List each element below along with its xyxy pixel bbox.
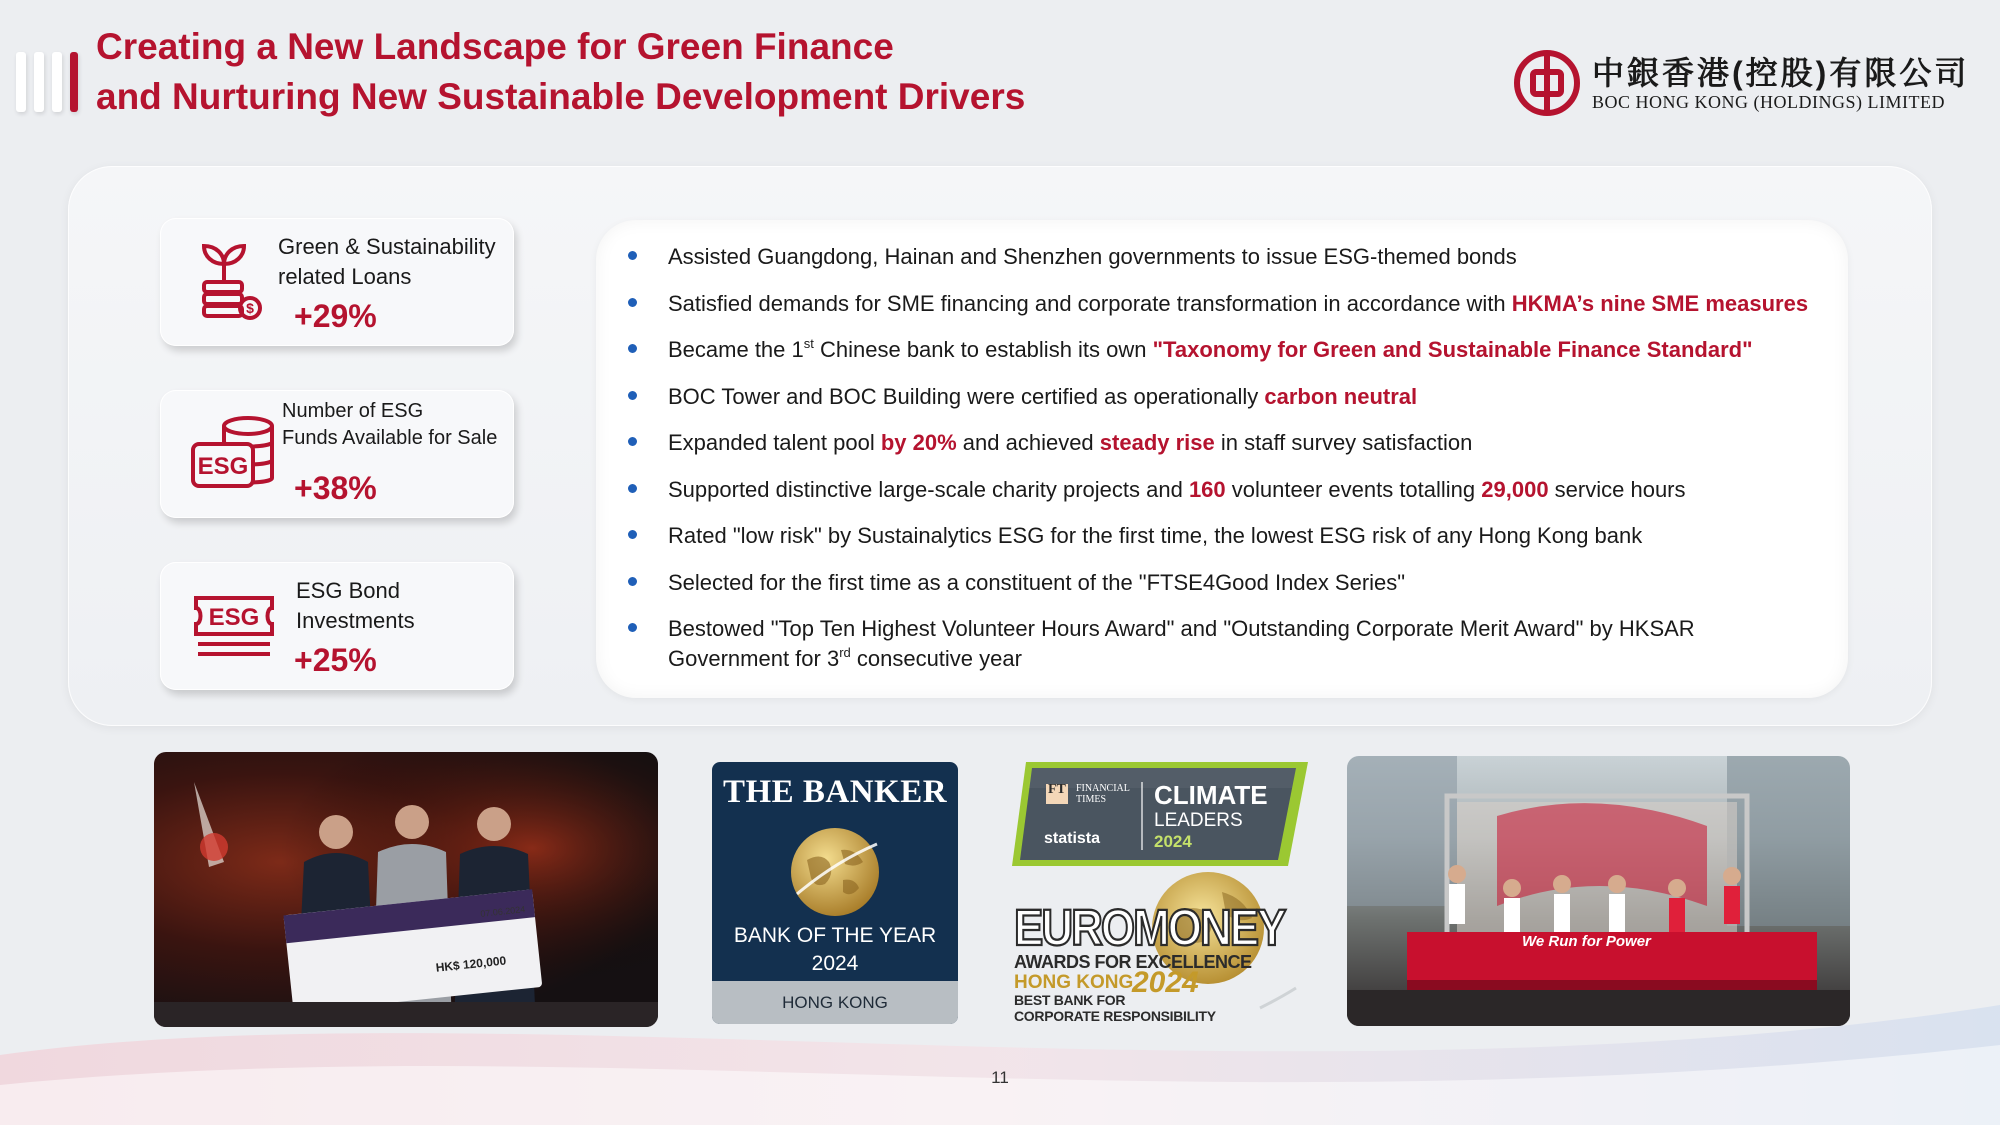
ft-mark: FT — [1048, 782, 1066, 797]
stat-label: Green & Sustainability related Loans — [278, 234, 496, 289]
golden-globe-icon — [785, 822, 885, 922]
list-item: Satisfied demands for SME financing and corporate transformation in accordance with HKMA’s nine SME measures — [626, 289, 1836, 319]
cheque-date: 07.06.2024 — [479, 904, 526, 919]
svg-text:$: $ — [246, 300, 254, 316]
bullet-dot-icon — [628, 437, 637, 446]
ft-financial-times: FINANCIAL TIMES — [1076, 783, 1130, 805]
ceremony-illustration — [154, 752, 658, 1027]
list-item: Supported distinctive large-scale charity projects and 160 volunteer events totalling 29,000 service hours — [626, 475, 1836, 505]
stat-card-esg-funds — [160, 390, 514, 518]
boc-logo-icon — [1514, 50, 1580, 116]
ft-year: 2024 — [1154, 832, 1192, 851]
euromoney-award-line-1: BEST BANK FOR — [1014, 992, 1126, 1008]
bullet-dot-icon — [628, 251, 637, 260]
the-banker-award-logo — [712, 762, 958, 1024]
page-number: 11 — [991, 1068, 1009, 1087]
euromoney-award-logo — [1012, 868, 1312, 1028]
esg-bond-icon — [190, 594, 278, 660]
list-item: Expanded talent pool by 20% and achieved steady rise in staff survey satisfaction — [626, 428, 1836, 458]
list-item: BOC Tower and BOC Building were certified as operationally carbon neutral — [626, 382, 1836, 412]
page-title — [96, 22, 1025, 122]
svg-text:ESG: ESG — [197, 453, 249, 480]
award-ceremony-photo — [154, 752, 658, 1027]
stat-value: +25% — [294, 642, 377, 678]
achievements-list — [626, 242, 1836, 691]
stat-value: +29% — [294, 298, 377, 334]
bullet-dot-icon — [628, 577, 637, 586]
esg-coins-icon — [190, 414, 278, 498]
banker-region: HONG KONG — [712, 981, 958, 1024]
bullet-dot-icon — [628, 530, 637, 539]
achievements-panel — [596, 220, 1848, 698]
title-accent-bars — [16, 52, 78, 112]
ft-climate: CLIMATE — [1154, 780, 1268, 810]
euromoney-year: 2024 — [1132, 966, 1199, 999]
list-item: Rated "low risk" by Sustainalytics ESG for the first time, the lowest ESG risk of any Hong Kong bank — [626, 521, 1836, 551]
list-item: Bestowed "Top Ten Highest Volunteer Hours Award" and "Outstanding Corporate Merit Award" by HKSAR Government for 3rd consecutive year — [626, 614, 1836, 674]
ft-statista: statista — [1044, 830, 1101, 847]
title-line-1: Creating a New Landscape for Green Finance — [96, 26, 894, 67]
stat-card-green-loans — [160, 218, 514, 346]
list-item: Assisted Guangdong, Hainan and Shenzhen governments to issue ESG-themed bonds — [626, 242, 1836, 272]
euromoney-wordmark: EUROMONEY — [1014, 900, 1285, 957]
ft-climate-leaders-logo — [1012, 762, 1308, 866]
bullet-dot-icon — [628, 344, 637, 353]
bullet-dot-icon — [628, 298, 637, 307]
stat-label: ESG Bond Investments — [296, 578, 415, 633]
cheque-amount: HK$ 120,000 — [435, 953, 507, 975]
bullet-dot-icon — [628, 623, 637, 632]
euromoney-region: HONG KONG — [1014, 972, 1134, 993]
euromoney-award-line-2: CORPORATE RESPONSIBILITY — [1014, 1008, 1216, 1024]
logo-chinese-name: 中銀香港(控股)有限公司 — [1592, 54, 1970, 91]
bullet-dot-icon — [628, 391, 637, 400]
stat-label: Number of ESG Funds Available for Sale — [282, 400, 498, 449]
list-item: Became the 1st Chinese bank to establish its own "Taxonomy for Green and Sustainable Finance Standard" — [626, 335, 1836, 365]
list-item: Selected for the first time as a constituent of the "FTSE4Good Index Series" — [626, 568, 1836, 598]
logo-english-name: BOC HONG KONG (HOLDINGS) LIMITED — [1592, 91, 1945, 112]
stat-card-esg-bond — [160, 562, 514, 690]
bullet-dot-icon — [628, 484, 637, 493]
euromoney-awards-line: AWARDS FOR EXCELLENCE — [1014, 952, 1252, 972]
svg-text:ESG: ESG — [208, 604, 260, 631]
charity-run-photo — [1347, 756, 1850, 1026]
stat-value: +38% — [294, 470, 377, 506]
boc-hk-logo — [1514, 50, 1969, 116]
banker-title: THE BANKER — [722, 774, 948, 810]
title-line-2: and Nurturing New Sustainable Development Drivers — [96, 76, 1026, 117]
ft-leaders: LEADERS — [1154, 810, 1243, 831]
banker-award-name: BANK OF THE YEAR 2024 — [733, 924, 937, 975]
run-banner-text: We Run for Power — [1522, 933, 1651, 950]
plant-coins-icon — [198, 242, 262, 326]
charity-run-illustration — [1347, 756, 1850, 1026]
